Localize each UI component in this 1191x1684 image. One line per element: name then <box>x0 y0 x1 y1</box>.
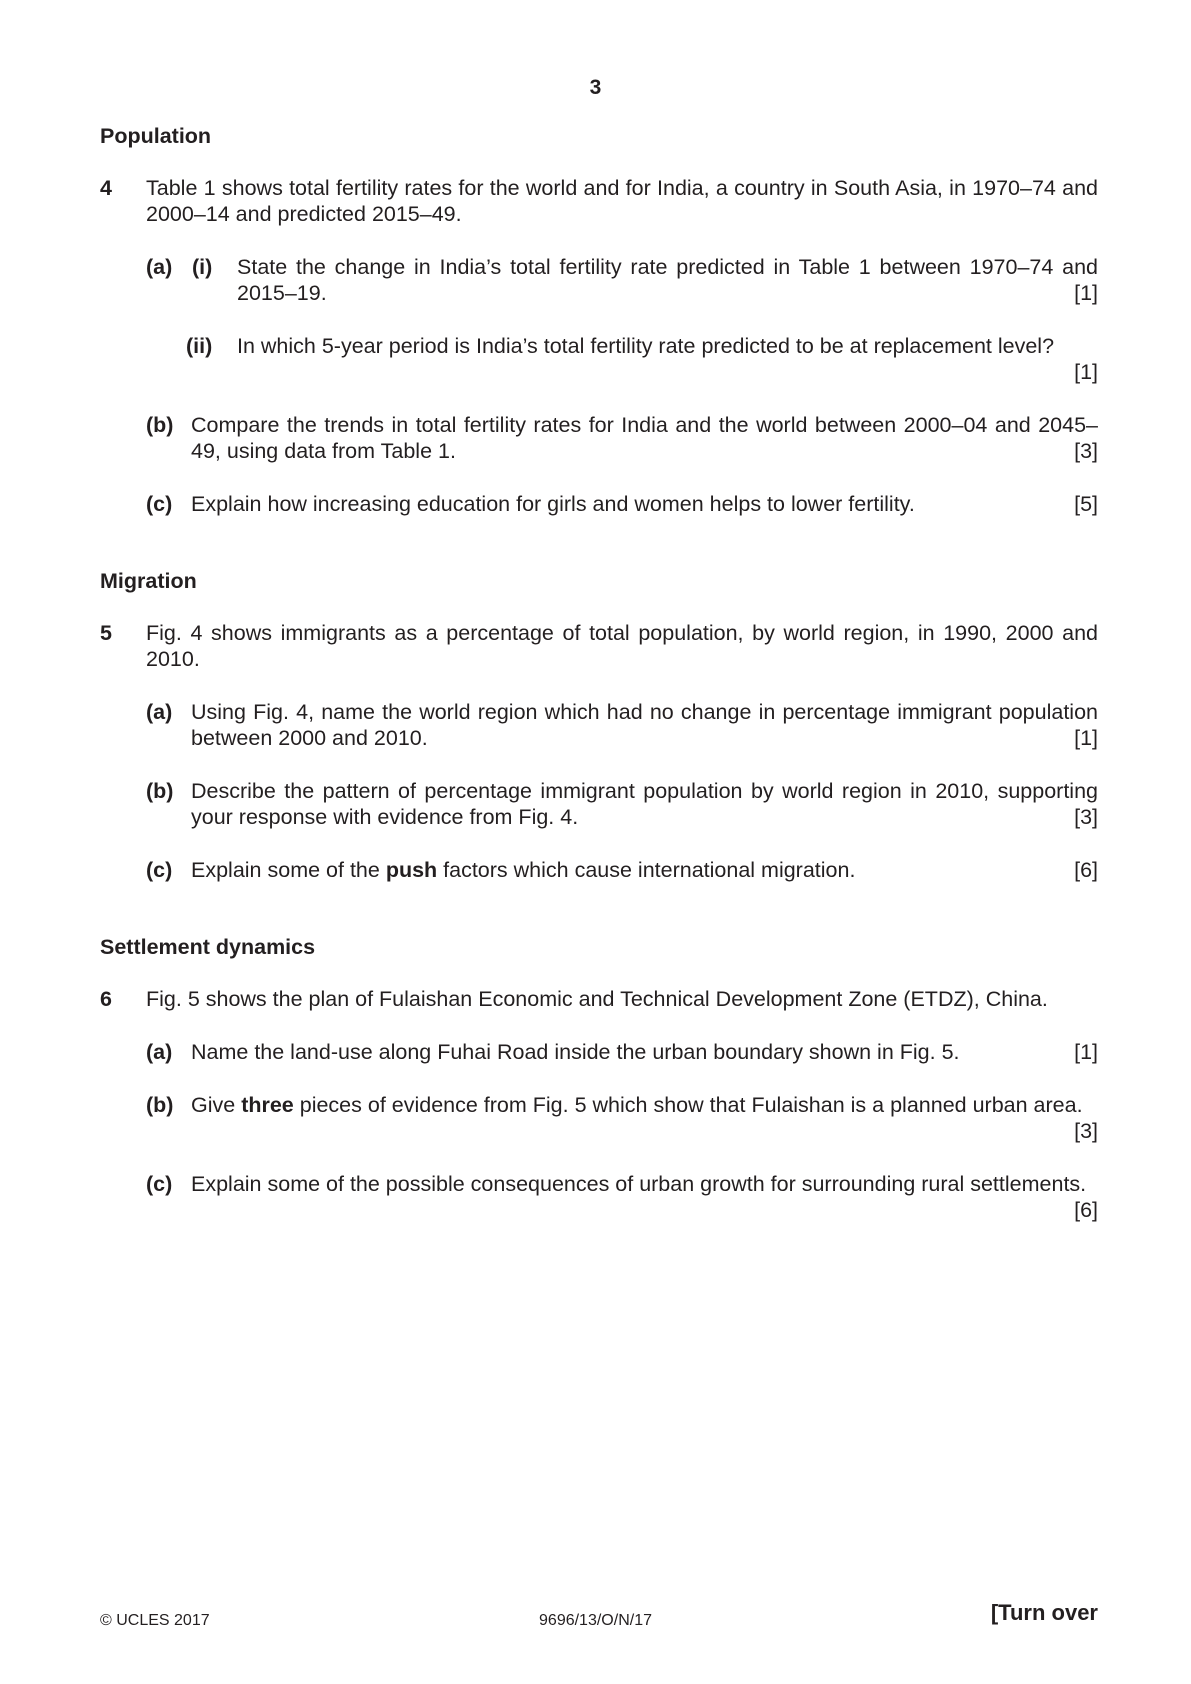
question-4-number: 4 <box>100 176 112 200</box>
question-6b-text-part1: Give <box>191 1093 242 1117</box>
question-4b-text: Compare the trends in total fertility rates for India and the world between 2000–04 and 2045–49, using data from Table 1. <box>191 413 1098 463</box>
question-6c-mark: [6] <box>1074 1198 1098 1222</box>
question-6b-label: (b) <box>146 1093 174 1117</box>
question-6b-text <box>191 1092 1098 1118</box>
question-5b-label: (b) <box>146 779 174 803</box>
question-5-number: 5 <box>100 621 112 645</box>
section-heading-migration: Migration <box>100 569 197 593</box>
question-5c-text-part1: Explain some of the <box>191 858 386 882</box>
page-number: 3 <box>589 76 602 99</box>
question-5a-label: (a) <box>146 700 173 724</box>
question-4a-i-mark: [1] <box>1074 281 1098 305</box>
section-heading-population: Population <box>100 124 212 148</box>
question-6-intro: Fig. 5 shows the plan of Fulaishan Economic and Technical Development Zone (ETDZ), China. <box>146 987 1048 1011</box>
footer-copyright: © UCLES 2017 <box>100 1612 210 1629</box>
section-heading-settlement-dynamics: Settlement dynamics <box>100 935 316 959</box>
question-5a-mark: [1] <box>1074 726 1098 750</box>
footer-paper-code: 9696/13/O/N/17 <box>539 1612 652 1629</box>
question-6-number: 6 <box>100 987 112 1011</box>
question-5c-mark: [6] <box>1074 858 1098 882</box>
question-5c-text <box>191 857 855 883</box>
question-5-intro: Fig. 4 shows immigrants as a percentage of total population, by world region, in 1990, 2000 and 2010. <box>146 621 1098 671</box>
question-5b-text: Describe the pattern of percentage immigrant population by world region in 2010, supporting your response with evidence from Fig. 4. <box>191 779 1098 829</box>
question-6c-label: (c) <box>146 1172 173 1196</box>
question-4b-label: (b) <box>146 413 174 437</box>
question-4a-ii-text: In which 5-year period is India’s total fertility rate predicted to be at replacement level? <box>237 334 1055 358</box>
question-4a-i-label: (i) <box>192 255 213 279</box>
question-6b-mark: [3] <box>1074 1119 1098 1143</box>
question-4a-ii-mark: [1] <box>1074 360 1098 384</box>
question-4c-label: (c) <box>146 492 173 516</box>
question-4-intro: Table 1 shows total fertility rates for the world and for India, a country in South Asia, in 1970–74 and 2000–14 and predicted 2015–49. <box>146 176 1098 226</box>
question-6a-mark: [1] <box>1074 1040 1098 1064</box>
question-5b-mark: [3] <box>1074 805 1098 829</box>
question-5c-text-bold: push <box>385 858 438 882</box>
question-5c-label: (c) <box>146 858 173 882</box>
footer-turn-over: [Turn over <box>990 1600 1098 1625</box>
question-6a-label: (a) <box>146 1040 173 1064</box>
question-4a-i-text: State the change in India’s total fertility rate predicted in Table 1 between 1970–74 and 2015–19. <box>237 255 1098 305</box>
question-4b-mark: [3] <box>1074 439 1098 463</box>
question-6a-text: Name the land-use along Fuhai Road inside the urban boundary shown in Fig. 5. <box>191 1040 960 1064</box>
question-4a-label: (a) <box>146 255 173 279</box>
question-5a-text: Using Fig. 4, name the world region which had no change in percentage immigrant population between 2000 and 2010. <box>191 700 1098 750</box>
question-6b-text-part2: pieces of evidence from Fig. 5 which show that Fulaishan is a planned urban area. <box>293 1093 1083 1117</box>
question-5c-text-part2: factors which cause international migration. <box>437 858 856 882</box>
question-4c-text: Explain how increasing education for girls and women helps to lower fertility. <box>191 492 915 516</box>
question-6c-text: Explain some of the possible consequences of urban growth for surrounding rural settlements. <box>191 1172 1087 1196</box>
question-6b-text-bold: three <box>241 1093 294 1117</box>
question-4c-mark: [5] <box>1074 492 1098 516</box>
question-4a-ii-label: (ii) <box>186 334 213 358</box>
